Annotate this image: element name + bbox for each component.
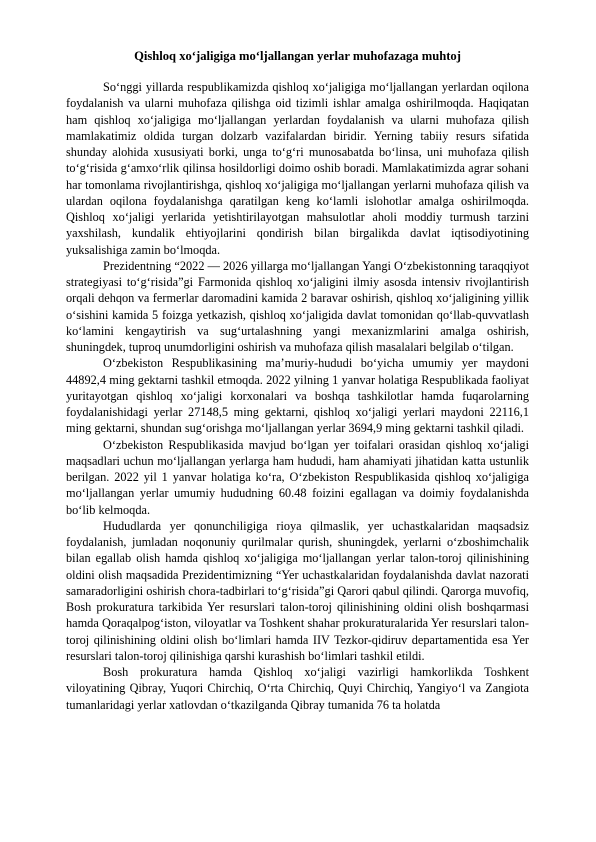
paragraph-2: Prezidentning “2022 — 2026 yillarga mo‘ljallangan Yangi O‘zbekistonning taraqqiyot strategiyasi to‘g‘risida”gi Farmonida qishloq xo‘jaligini ilmiy asosda intensiv rivojlantirish orqali dehqon va fermerlar daromadini kamida 2 baravar oshirish, qishloq xo‘jaligining yillik o‘sishini kamida 5 foizga yetkazish, qishloq xo‘jaligida davlat tomonidan qo‘llab-quvvatlash ko‘lamini kengaytirish va sug‘urtalashning yangi mexanizmlarini amalga oshirish, shuningdek, tuproq unumdorligini oshirish va muhofaza qilish masalalari belgilab o‘tilgan. [66,258,529,354]
page-title: Qishloq xo‘jaligiga mo‘ljallangan yerlar muhofazaga muhtoj [134,49,461,63]
paragraph-6: Bosh prokuratura hamda Qishloq xo‘jaligi vazirligi hamkorlikda Toshkent viloyatining Qibray, Yuqori Chirchiq, O‘rta Chirchiq, Quyi Chirchiq, Yangiyo‘l va Zangiota tumanlaridagi yerlar xatlovdan o‘tkazilganda Qibray tumanida 76 ta holatda [66,665,529,712]
paragraph-5: Hududlarda yer qonunchiligiga rioya qilmaslik, yer uchastkalaridan maqsadsiz foydalanish, jumladan noqonuniy qurilmalar qurish, shuningdek, yerlarni o‘zboshimchalik bilan egallab olish hamda qishloq xo‘jaligiga mo‘ljallangan yerlar talon-toroj qilinishining oldini olish maqsadida Prezidentimizning “Yer uchastkalaridan foydalanishda davlat nazorati samaradorligini oshirish chora-tadbirlari to‘g‘risida”gi Qarori qabul qilindi. Qarorga muvofiq, Bosh prokuratura tarkibida Yer resurslari talon-toroj qilinishining oldini olish boshqarmasi hamda Qoraqalpog‘iston, viloyatlar va Toshkent shahar prokuraturalarida Yer resurslari talon-toroj qilinishining oldini olish bo‘limlari hamda IIV Tezkor-qidiruv departamentida esa Yer resurslari talon-toroj qilinishiga qarshi kurashish bo‘limlari tashkil etildi. [66,518,529,663]
article-body [66,79,529,713]
paragraph-1: So‘nggi yillarda respublikamizda qishloq xo‘jaligiga mo‘ljallangan yerlardan oqilona foydalanish va ularni muhofaza qilishga oid tizimli ishlar amalga oshirilmoqda. Haqiqatan ham qishloq xo‘jaligiga mo‘ljallangan yerlardan foydalanish va ularni muhofaza qilish mamlakatimiz oldida turgan dolzarb vazifalardan biridir. Yerning tabiiy resurs sifatida shunday alohida xususiyati borki, unga to‘g‘ri munosabatda bo‘linsa, uni muhofaza qilish to‘g‘risida g‘amxo‘rlik qilinsa hosildorligi doimo oshib boradi. Mamlakatimizda agrar sohani har tomonlama rivojlantirishga, qishloq xo‘jaligiga mo‘ljallangan yerlarni muhofaza qilish va ulardan oqilona foydalanishga qaratilgan keng ko‘lamli islohotlar amalga oshirilmoqda. Qishloq xo‘jaligi yerlarida yetishtirilayotgan mahsulotlar aholi moddiy turmush tarzini yaxshilash, kundalik ehtiyojlarini qondirish bilan birgalikda davlat iqtisodiyotining yuksalishiga zamin bo‘lmoqda. [66,80,529,257]
paragraph-3: O‘zbekiston Respublikasining ma’muriy-hududi bo‘yicha umumiy yer maydoni 44892,4 ming gektarni tashkil etmoqda. 2022 yilning 1 yanvar holatiga Respublikada faoliyat yuritayotgan qishloq xo‘jaligi korxonalari va boshqa tashkilotlar hamda fuqarolarning foydalanishidagi yerlar 27148,5 ming gektarni, qishloq xo‘jaligi yerlari maydoni 22116,1 ming gektarni, shundan sug‘orishga mo‘ljallangan yerlar 3694,9 ming gektarni tashkil qiladi. [66,356,529,436]
paragraph-4: O‘zbekiston Respublikasida mavjud bo‘lgan yer toifalari orasidan qishloq xo‘jaligi maqsadlari uchun mo‘ljallangan yerlarga ham hududi, ham ahamiyati jihatidan katta ustunlik berilgan. 2022 yil 1 yanvar holatiga ko‘ra, O‘zbekiston Respublikasida qishloq xo‘jaligiga mo‘ljallangan yerlar umumiy hududning 60.48 foizini egallagan va doimiy foydalanishda bo‘lib kelmoqda. [66,437,529,517]
